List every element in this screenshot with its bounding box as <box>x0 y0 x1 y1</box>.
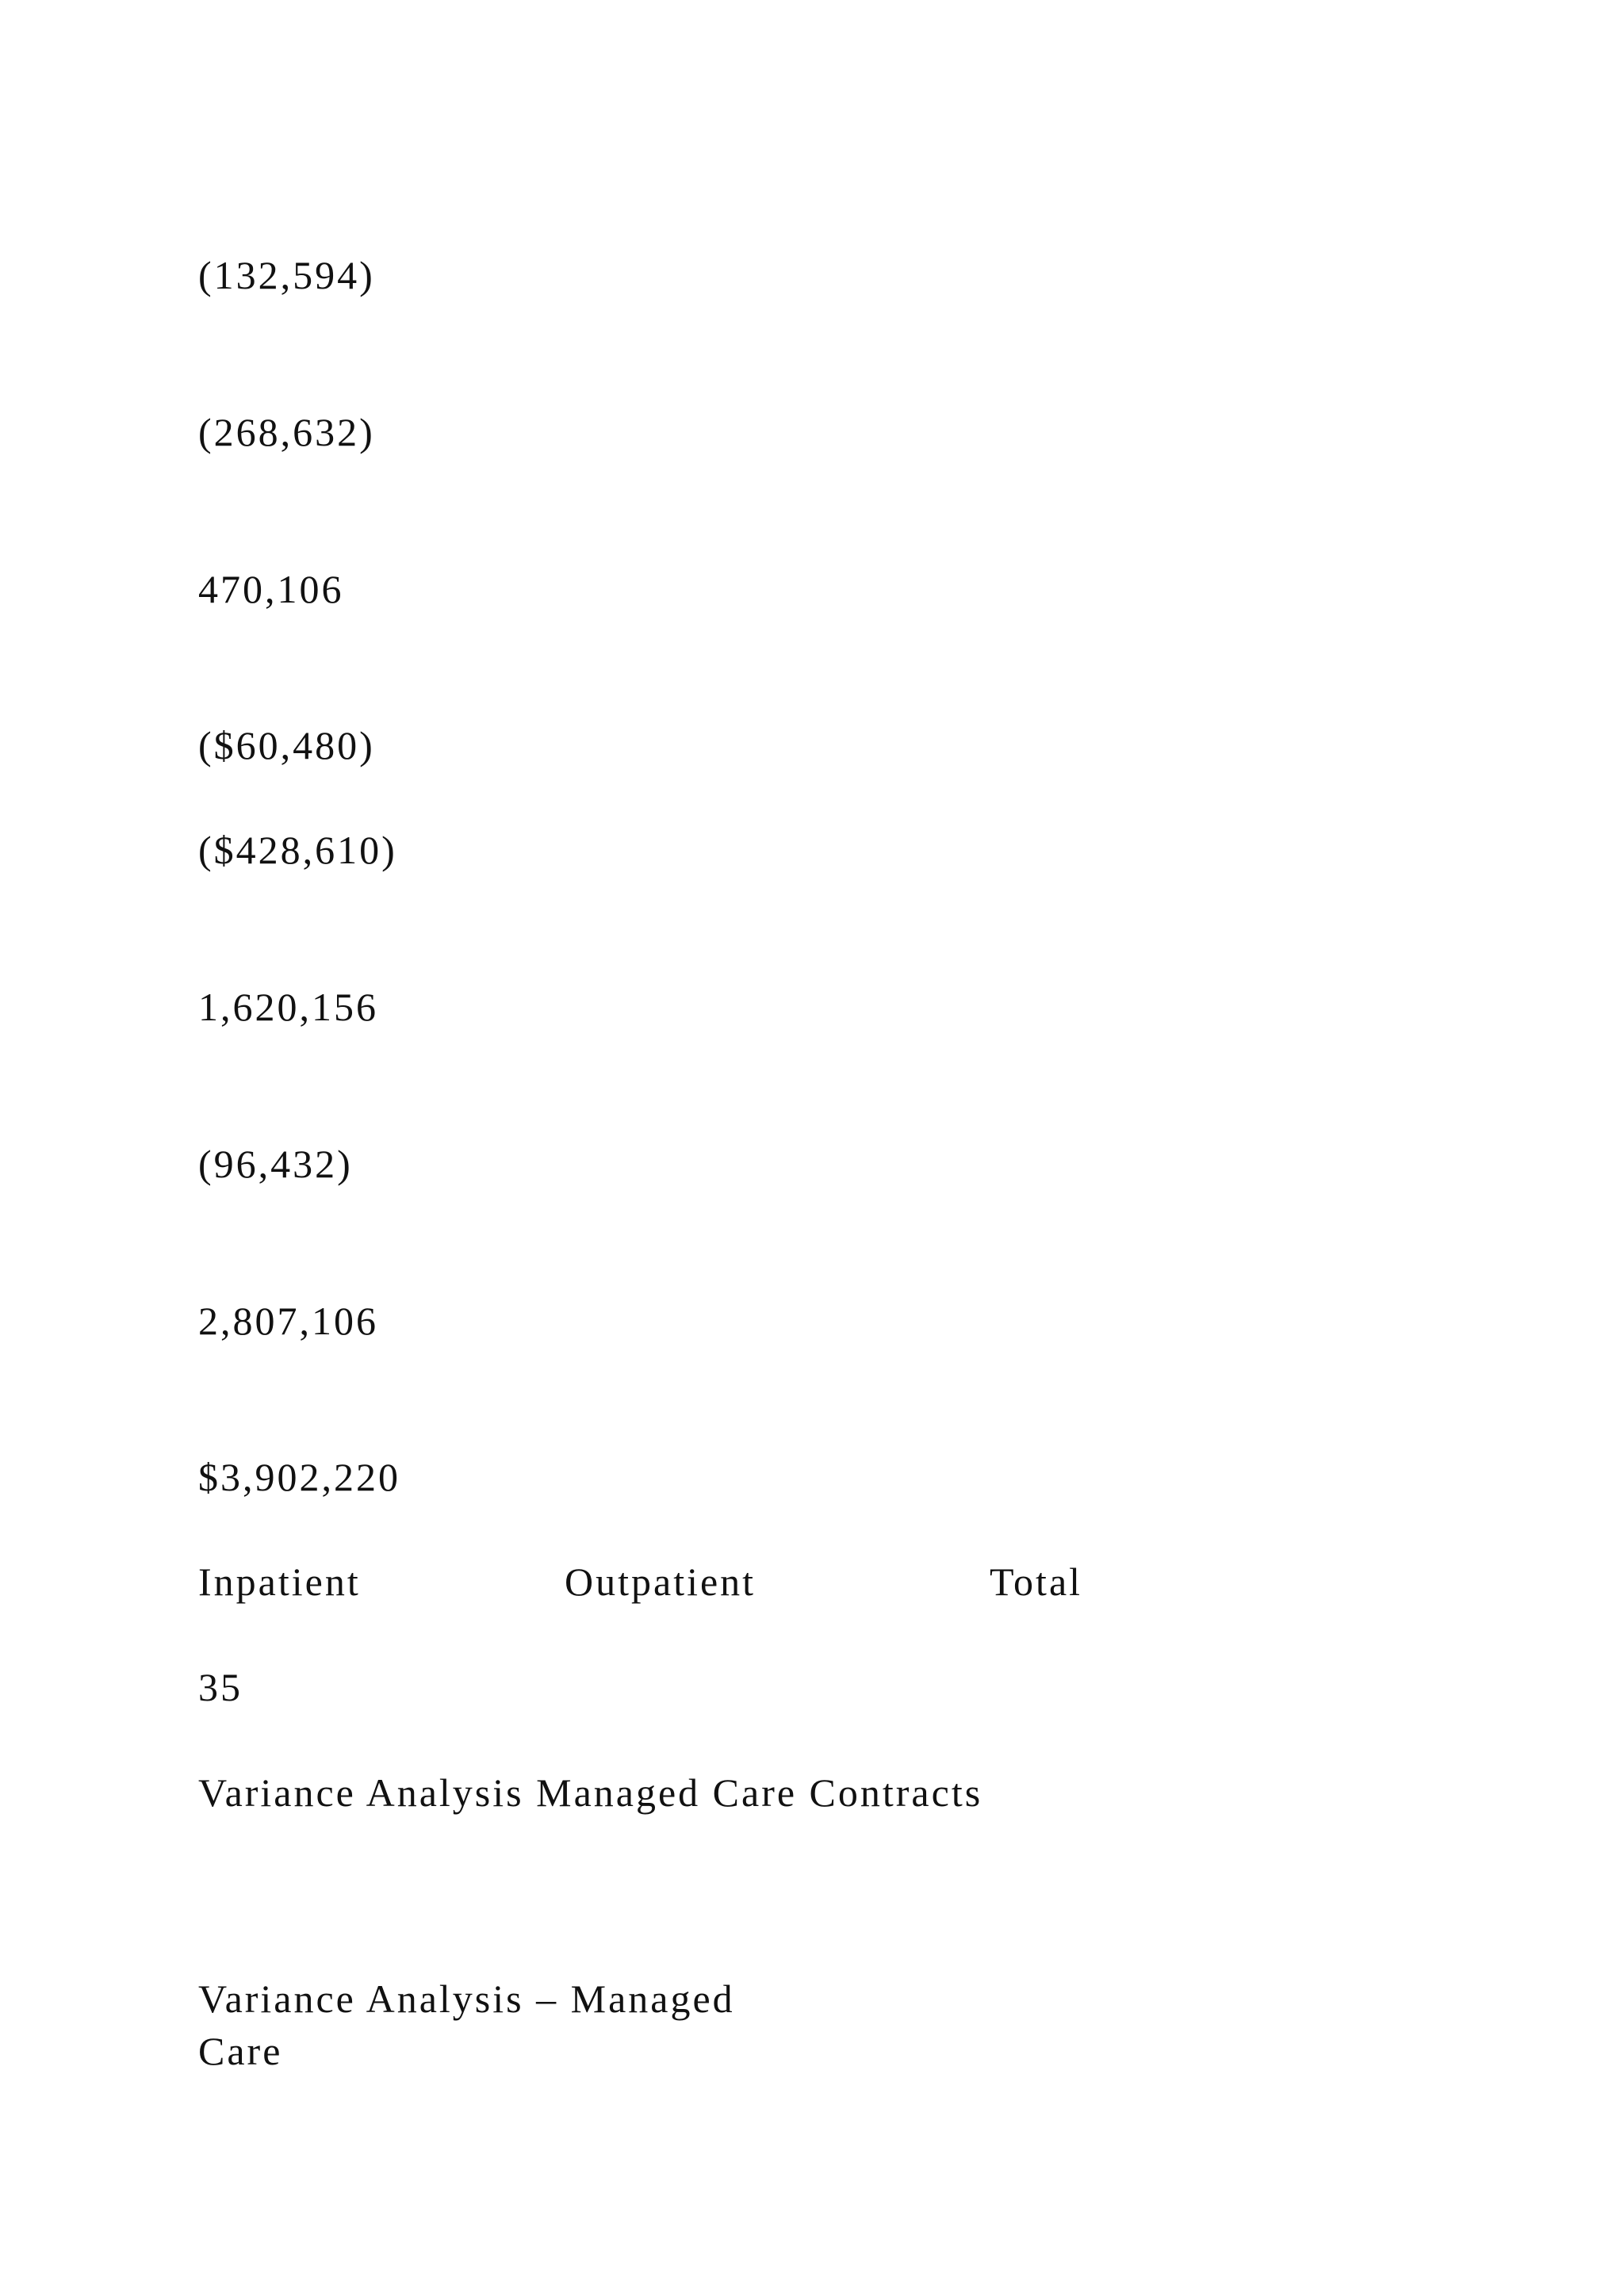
value-9: $3,902,220 <box>198 1455 400 1499</box>
value-8: 2,807,106 <box>198 1299 378 1343</box>
value-2: (268,632) <box>198 410 375 454</box>
column-header-total: Total <box>990 1559 1083 1604</box>
value-4: ($60,480) <box>198 723 375 767</box>
slide-title: Variance Analysis Managed Care Contracts <box>198 1770 983 1815</box>
value-1: (132,594) <box>198 253 375 297</box>
value-6: 1,620,156 <box>198 985 378 1029</box>
value-3: 470,106 <box>198 567 344 611</box>
column-header-outpatient: Outpatient <box>565 1559 756 1604</box>
next-slide-title: Variance Analysis – Managed Care <box>198 1976 735 2073</box>
value-7: (96,432) <box>198 1142 353 1186</box>
value-5: ($428,610) <box>198 828 397 872</box>
column-header-inpatient: Inpatient <box>198 1559 361 1604</box>
slide-number: 35 <box>198 1665 243 1709</box>
